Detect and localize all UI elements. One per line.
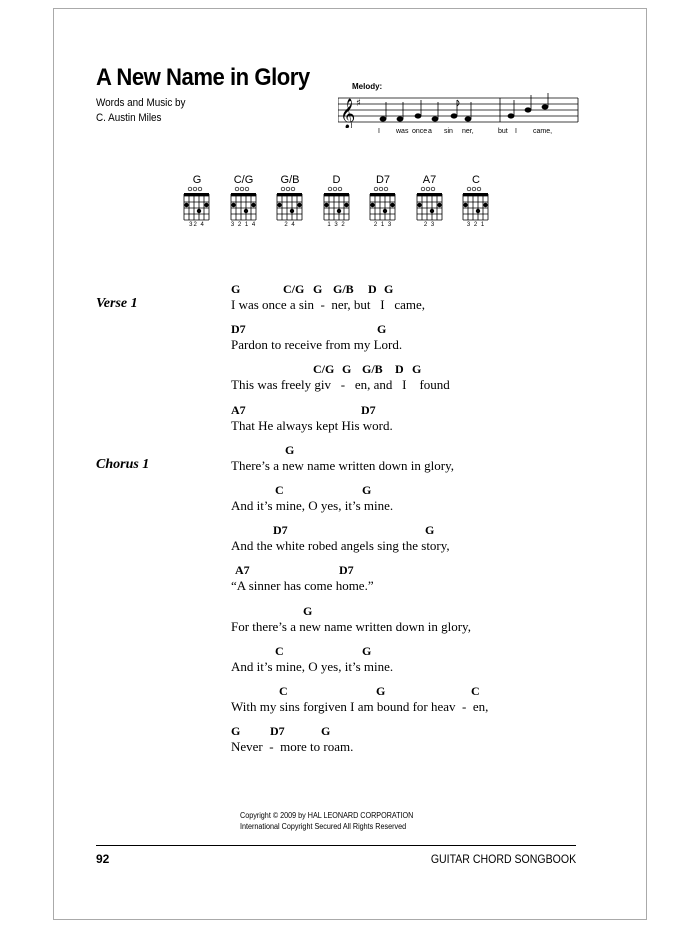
chord-symbol: G (412, 362, 422, 377)
lyric-line: “A sinner has come home.” (231, 578, 374, 594)
lyric-line: With my sins forgiven I am bound for heav - en, (231, 699, 489, 714)
chord-symbol: C (275, 483, 284, 497)
section-label: Verse 1 (96, 296, 138, 311)
chord-diagram (409, 174, 451, 229)
treble-clef-icon: 𝄞 (340, 99, 356, 128)
chord-fingering: 1 3 2 (327, 222, 346, 228)
fretboard-grid-icon (362, 186, 404, 224)
chord-diagram (455, 174, 497, 229)
fretboard-grid-icon (176, 186, 218, 224)
melody-syllable: sin (444, 128, 453, 135)
chord-diagram-name: D7 (375, 174, 391, 186)
lyric-line: I was once a sin - ner, but I came, (231, 297, 426, 312)
page-number: 92 (96, 852, 110, 866)
chord-symbol: A7 (231, 402, 246, 417)
credit-line-1: Words and Music by (96, 97, 186, 109)
chord-diagram (223, 174, 265, 229)
lyric-line: That He always kept His word. (231, 417, 393, 433)
chord-symbol: D (368, 282, 377, 296)
chord-symbol: D7 (339, 563, 354, 578)
melody-syllable: once (412, 128, 428, 135)
fretboard-grid-icon (316, 186, 358, 224)
chord-symbol: C (279, 684, 288, 698)
svg-text:♯: ♯ (356, 98, 361, 109)
chord-symbol: C (275, 643, 284, 658)
chord-symbol: G (384, 282, 394, 296)
melody-syllable: but (498, 128, 508, 135)
chord-symbol: D7 (231, 322, 246, 337)
chord-fingering: 3 2 1 4 (230, 222, 257, 228)
chord-diagram (316, 174, 358, 229)
lyric-line: And the white robed angels sing the story, (231, 538, 450, 554)
chord-diagram-name: A7 (422, 174, 437, 186)
chord-symbol: G (425, 523, 435, 538)
chord-fingering: 2 3 (423, 222, 436, 228)
chord-symbol: D7 (361, 402, 376, 417)
melody-syllable: I (515, 128, 517, 135)
lyric-line: And it’s mine, O yes, it’s mine. (231, 498, 394, 513)
chord-symbol: D7 (273, 523, 288, 538)
fretboard-grid-icon (409, 186, 451, 224)
melody-staff (338, 92, 580, 128)
chord-symbol: G (377, 322, 387, 337)
chord-diagram (269, 174, 311, 229)
chord-symbol: G (285, 442, 295, 457)
chord-symbol: G/B (362, 362, 383, 377)
lyric-line: There’s a new name written down in glory, (231, 457, 454, 473)
song-title: A New Name in Glory (96, 64, 310, 91)
chord-fingering: 2 4 (284, 222, 296, 228)
copyright-line-1: Copyright © 2009 by HAL LEONARD CORPORATION (240, 811, 414, 820)
chord-symbol: G (303, 603, 313, 618)
chord-fingering: 3 2 1 (466, 222, 486, 228)
chord-symbol: G (362, 643, 372, 658)
chord-symbol: G (362, 483, 372, 497)
credit-author: C. Austin Miles (96, 112, 162, 124)
chord-symbol: G (342, 362, 352, 377)
melody-syllable: ner, (462, 128, 474, 135)
chord-symbol: C/G (283, 282, 305, 296)
melody-syllable: I (378, 128, 380, 135)
chord-symbol: C (471, 684, 480, 698)
chord-symbol: C/G (313, 362, 335, 377)
section-label: Chorus 1 (96, 456, 150, 472)
chord-diagram-name: G (192, 174, 202, 186)
melody-syllable: a (428, 128, 432, 135)
chord-symbol: G (321, 724, 331, 739)
fretboard-grid-icon (223, 186, 265, 224)
chord-diagram (362, 174, 404, 229)
chord-symbol: G (376, 684, 386, 698)
fretboard-grid-icon (455, 186, 497, 224)
book-title: GUITAR CHORD SONGBOOK (430, 852, 576, 866)
chord-diagram-name: C/G (233, 174, 254, 186)
lyric-line: And it’s mine, O yes, it’s mine. (231, 658, 394, 674)
fretboard-grid-icon (269, 186, 311, 224)
chord-fingering: 32 4 (189, 222, 205, 228)
chord-symbol: D7 (270, 724, 285, 739)
melody-label: Melody: (352, 82, 383, 91)
chord-diagram-name: D (332, 174, 341, 186)
melody-syllable: was (396, 128, 409, 135)
footer-rule (96, 845, 576, 846)
chord-symbol: A7 (235, 563, 250, 578)
chord-fingering: 2 1 3 (373, 222, 393, 228)
chord-diagram (176, 174, 218, 229)
lyric-line: For there’s a new name written down in glory, (231, 618, 471, 634)
chord-symbol: G (231, 282, 241, 296)
chord-symbol: G (231, 724, 241, 739)
chord-diagram-name: G/B (280, 174, 300, 186)
chord-symbol: D (395, 362, 404, 377)
lyric-line: Pardon to receive from my Lord. (231, 337, 403, 353)
melody-syllable: came, (533, 128, 553, 135)
lyric-line: This was freely giv - en, and I found (231, 377, 450, 393)
copyright-line-2: International Copyright Secured All Rights Reserved (240, 822, 407, 831)
chord-symbol: G (313, 282, 323, 296)
chord-diagram-name: C (472, 174, 480, 186)
chord-symbol: G/B (333, 282, 354, 296)
lyric-line: Never - more to roam. (231, 739, 354, 755)
